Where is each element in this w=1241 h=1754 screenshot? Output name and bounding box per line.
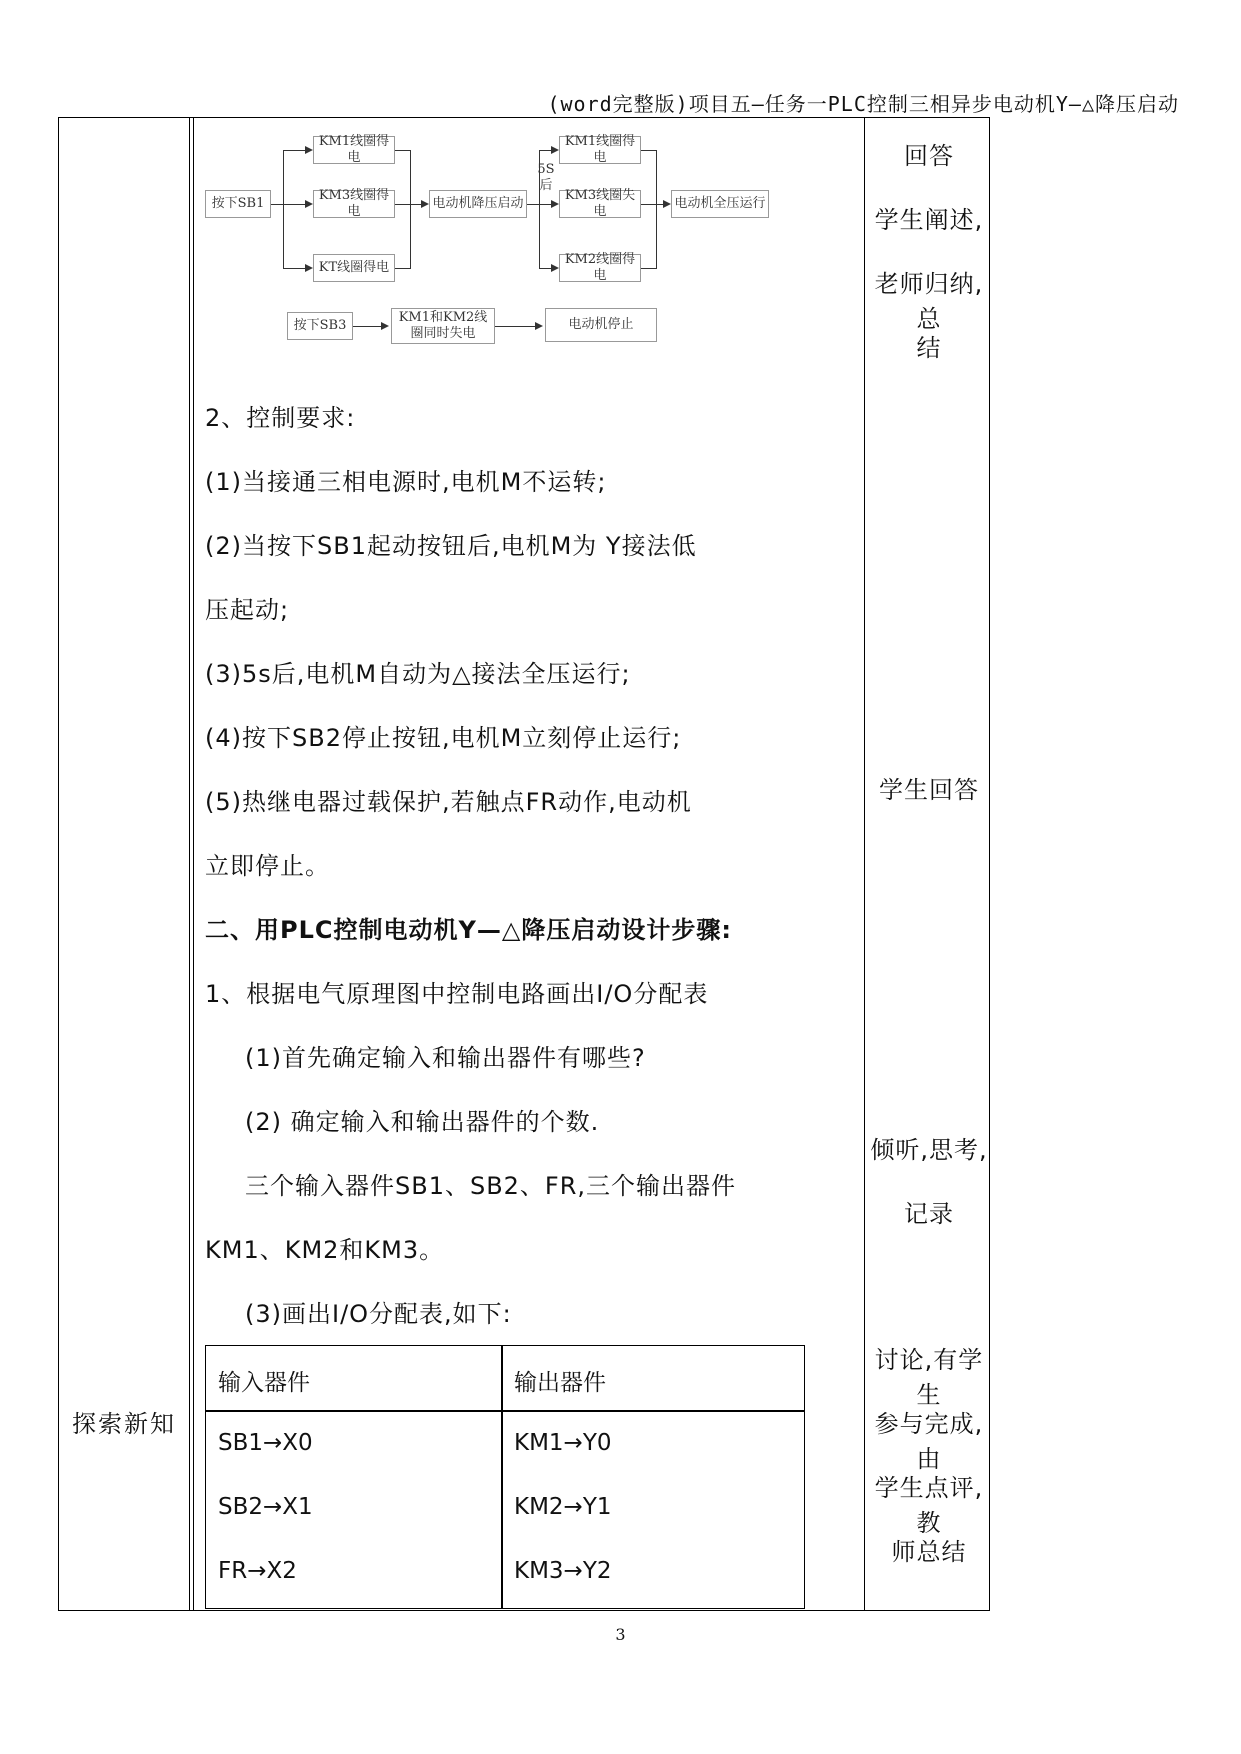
- flow-arrow: [535, 322, 543, 330]
- flow-box-press-sb3: 按下SB3: [287, 312, 353, 340]
- step-1-4: (3)画出I/O分配表,如下:: [245, 1300, 512, 1328]
- flow-arrow: [305, 200, 313, 208]
- requirement-5a: (5)热继电器过载保护,若触点FR动作,电动机: [205, 788, 692, 816]
- flow-line: [656, 150, 657, 268]
- table-header-output: 输出器件: [514, 1370, 606, 1396]
- activity-text: 倾听,思考,: [870, 1136, 988, 1164]
- flow-box-km1-on: KM1线圈得电: [313, 136, 395, 164]
- narrow-column: [190, 118, 194, 1610]
- flow-box-press-sb1: 按下SB1: [205, 190, 271, 218]
- flow-line: [495, 326, 537, 327]
- activity-text: 结: [916, 334, 942, 362]
- page-number: 3: [615, 1625, 626, 1644]
- flow-box-motor-full: 电动机全压运行: [671, 190, 769, 218]
- table-cell: SB2→X1: [218, 1494, 313, 1520]
- requirement-2a: (2)当按下SB1起动按钮后,电机M为 Y接法低: [205, 532, 697, 560]
- flow-line: [283, 268, 307, 269]
- activity-text: 记录: [904, 1200, 954, 1228]
- page-header: (word完整版)项目五—任务一PLC控制三相异步电动机Y—△降压启动: [547, 92, 1179, 116]
- flow-arrow: [551, 264, 559, 272]
- table-cell: KM3→Y2: [514, 1558, 612, 1584]
- table-header-input: 输入器件: [218, 1370, 310, 1396]
- flow-line: [527, 204, 539, 205]
- flow-box-km1-on-2: KM1线圈得电: [559, 136, 641, 164]
- io-assignment-table: [205, 1345, 805, 1609]
- flow-box-km2-on: KM2线圈得电: [559, 254, 641, 282]
- student-activity-column: [867, 118, 991, 1610]
- step-1-1: (1)首先确定输入和输出器件有哪些?: [245, 1044, 646, 1072]
- flow-line: [271, 204, 283, 205]
- flow-line: [641, 150, 657, 151]
- flow-line: [283, 150, 307, 151]
- table-cell: FR→X2: [218, 1558, 297, 1584]
- requirement-4: (4)按下SB2停止按钮,电机M立刻停止运行;: [205, 724, 682, 752]
- flow-arrow: [663, 200, 671, 208]
- flow-box-km3-off: KM3线圈失电: [559, 190, 641, 218]
- requirement-5b: 立即停止。: [205, 852, 330, 880]
- flow-line: [395, 150, 411, 151]
- activity-text: 学生点评,教: [874, 1474, 984, 1537]
- lesson-table: [58, 117, 990, 1611]
- step-1-2: (2) 确定输入和输出器件的个数.: [245, 1108, 600, 1136]
- activity-text: 学生阐述,: [874, 206, 984, 234]
- step-1-3a: 三个输入器件SB1、SB2、FR,三个输出器件: [245, 1172, 737, 1200]
- flow-line: [641, 268, 657, 269]
- requirement-2b: 压起动;: [205, 596, 290, 624]
- content-column: [195, 118, 865, 1610]
- flow-line: [641, 204, 665, 205]
- flow-arrow: [551, 200, 559, 208]
- table-cell: KM2→Y1: [514, 1494, 612, 1520]
- requirement-1: (1)当接通三相电源时,电机M不运转;: [205, 468, 607, 496]
- step-1: 1、根据电气原理图中控制电路画出I/O分配表: [205, 980, 709, 1008]
- stage-column: [59, 118, 190, 1610]
- step-1-3b: KM1、KM2和KM3。: [205, 1236, 445, 1264]
- requirements-title: 2、控制要求:: [205, 404, 356, 432]
- activity-text: 师总结: [891, 1538, 967, 1566]
- activity-text: 参与完成,由: [874, 1410, 984, 1473]
- flow-arrow: [421, 200, 429, 208]
- activity-text: 学生回答: [879, 776, 979, 804]
- control-flowchart: [195, 118, 865, 358]
- flow-line: [395, 204, 423, 205]
- flow-box-motor-reduced: 电动机降压启动: [429, 190, 527, 218]
- table-cell: SB1→X0: [218, 1430, 313, 1456]
- flow-arrow: [551, 146, 559, 154]
- table-divider: [206, 1410, 804, 1412]
- activity-text: 回答: [904, 142, 954, 170]
- flow-box-km3-on: KM3线圈得电: [313, 190, 395, 218]
- flow-line: [395, 268, 411, 269]
- flow-label-5s: 5S: [537, 162, 555, 178]
- flow-label-after: 后: [539, 178, 553, 194]
- flow-arrow: [305, 146, 313, 154]
- flow-line: [410, 150, 411, 268]
- flow-box-km1-km2-off: [391, 308, 495, 344]
- stage-label: 探索新知: [72, 1410, 176, 1438]
- flow-text-line1: KM1和KM2线: [398, 310, 488, 326]
- flow-box-motor-stop: 电动机停止: [545, 308, 657, 342]
- activity-text: 老师归纳,总: [874, 270, 984, 333]
- flow-arrow: [381, 322, 389, 330]
- flow-line: [283, 150, 284, 268]
- flow-line: [353, 326, 383, 327]
- flow-box-kt-on: KT线圈得电: [313, 254, 395, 282]
- section-heading: 二、用PLC控制电动机Y—△降压启动设计步骤:: [205, 916, 732, 944]
- activity-text: 讨论,有学生: [874, 1346, 984, 1409]
- requirement-3: (3)5s后,电机M自动为△接法全压运行;: [205, 660, 631, 688]
- table-divider: [501, 1346, 503, 1608]
- flow-line: [283, 204, 307, 205]
- table-cell: KM1→Y0: [514, 1430, 612, 1456]
- flow-text-line2: 圈同时失电: [410, 326, 476, 341]
- flow-arrow: [305, 264, 313, 272]
